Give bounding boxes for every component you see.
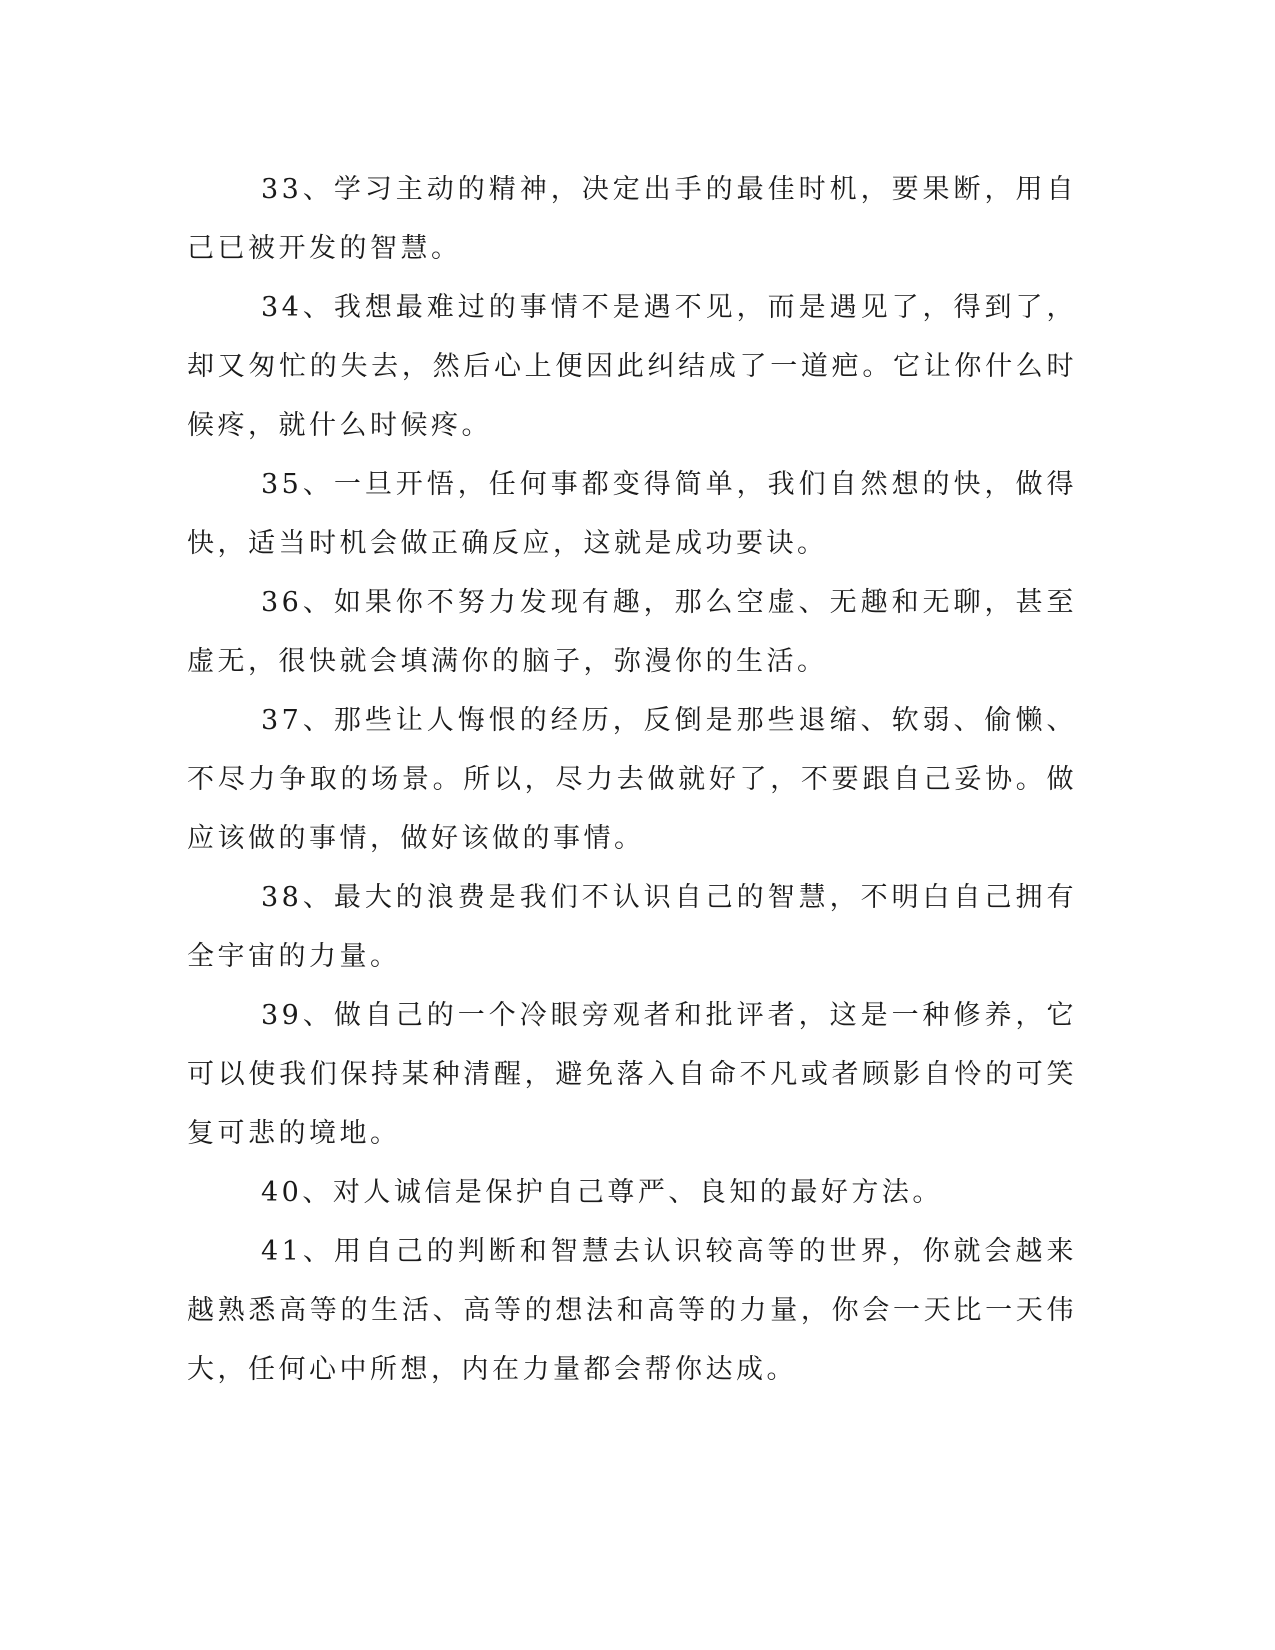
document-body	[187, 160, 1077, 1399]
paragraph-37: 37、那些让人悔恨的经历，反倒是那些退缩、软弱、偷懒、不尽力争取的场景。所以，尽力去做就好了，不要跟自己妥协。做应该做的事情，做好该做的事情。	[187, 705, 1077, 854]
paragraph-40: 40、对人诚信是保护自己尊严、良知的最好方法。	[261, 1177, 943, 1208]
paragraph-33: 33、学习主动的精神，决定出手的最佳时机，要果断，用自己已被开发的智慧。	[187, 174, 1077, 264]
paragraph-38: 38、最大的浪费是我们不认识自己的智慧，不明白自己拥有全宇宙的力量。	[187, 882, 1077, 972]
paragraph-35: 35、一旦开悟，任何事都变得简单，我们自然想的快，做得快，适当时机会做正确反应，这就是成功要诀。	[187, 469, 1077, 559]
paragraph-39: 39、做自己的一个冷眼旁观者和批评者，这是一种修养，它可以使我们保持某种清醒，避免落入自命不凡或者顾影自怜的可笑复可悲的境地。	[187, 1000, 1077, 1149]
paragraph-34: 34、我想最难过的事情不是遇不见，而是遇见了，得到了，却又匆忙的失去，然后心上便因此纠结成了一道疤。它让你什么时候疼，就什么时候疼。	[187, 292, 1077, 441]
paragraph-36: 36、如果你不努力发现有趣，那么空虚、无趣和无聊，甚至虚无，很快就会填满你的脑子，弥漫你的生活。	[187, 587, 1077, 677]
paragraph-41: 41、用自己的判断和智慧去认识较高等的世界，你就会越来越熟悉高等的生活、高等的想法和高等的力量，你会一天比一天伟大，任何心中所想，内在力量都会帮你达成。	[187, 1236, 1077, 1385]
